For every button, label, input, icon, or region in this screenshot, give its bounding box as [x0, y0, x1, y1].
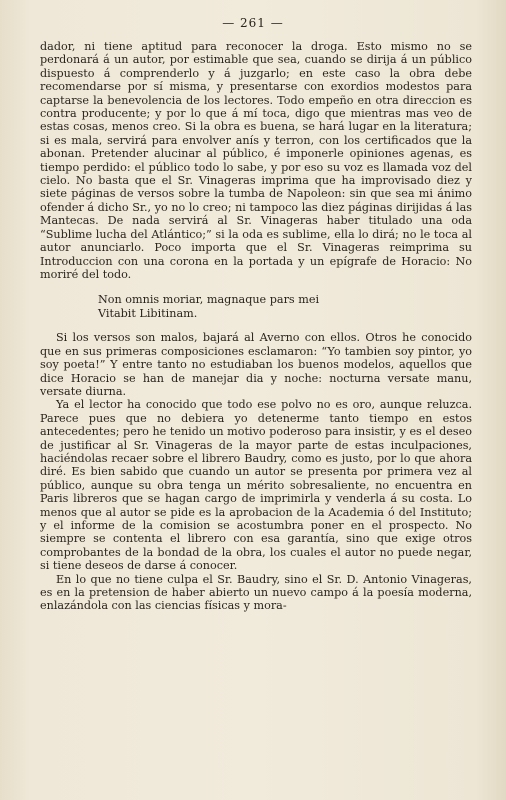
quote-line-2: Vitabit Libitinam. [98, 307, 198, 321]
quote-line-1: Non omnis moriar, magnaque pars mei [98, 293, 320, 307]
latin-quote [98, 293, 472, 321]
paragraph-1: dador, ni tiene aptitud para reconocer la droga. Esto mismo no se perdonará á un autor, por estimable que sea, cuando se dirija á un público dispuesto á comprenderlo y á juzgarlo; en este caso la obra debe recomendarse por sí misma, y presentarse con exordios modestos para captarse la benevolencia de los lectores. Todo empeño en otra direccion es contra producente; y por lo que á mí toca, digo que mientras mas veo de estas cosas, menos creo. Si la obra es buena, se hará lugar en la literatura; si es mala, servirá para envolver anís y terron, con los certificados que la abonan. Pretender alucinar al público, é imponerle opiniones agenas, es tiempo perdido: el público todo lo sabe, y por eso su voz es llamada voz del cielo. No basta que el Sr. Vinageras imprima que ha improvisado diez y siete páginas de versos sobre la tumba de Napoleon: sin que sea mi ánimo ofender á dicho Sr., yo no lo creo; ni tampoco las diez páginas dirijidas á las Mantecas. De nada servirá al Sr. Vinageras haber titulado una oda “Sublime lucha del Atlántico;” si la oda es sublime, ella lo dirá; no le toca al autor anunciarlo. Poco importa que el Sr. Vinageras reimprima su Introduccion con una corona en la portada y un epígrafe de Horacio: No moriré del todo. [40, 40, 472, 281]
paragraph-2: Si los versos son malos, bajará al Averno con ellos. Otros he conocido que en sus primeras composiciones esclamaron: “Yo tambien soy pintor, yo soy poeta!” Y entre tanto no estudiaban los buenos modelos, aquellos que dice Horacio se han de manejar dia y noche: nocturna versate manu, versate diurna. [40, 331, 472, 398]
paragraph-3: Ya el lector ha conocido que todo ese polvo no es oro, aunque reluzca. Parece pues que no debiera yo detenerme tanto tiempo en estos antecedentes; pero he tenido un motivo poderoso para insistir, y es el deseo de justificar al Sr. Vinageras de la mayor parte de estas inculpaciones, haciéndolas recaer sobre el librero Baudry, como es justo, por lo que ahora diré. Es bien sabido que cuando un autor se presenta por primera vez al público, aunque su obra tenga un mérito sobresaliente, no encuentra en Paris libreros que se hagan cargo de imprimirla y venderla á su costa. Lo menos que al autor se pide es la aprobacion de la Academia ó del Instituto; y el informe de la comision se acostumbra poner en el prospecto. No siempre se contenta el librero con esa garantía, sino que exige otros comprobantes de la bondad de la obra, los cuales el autor no puede negar, si tiene deseos de darse á conocer. [40, 398, 472, 573]
body-text [40, 40, 472, 613]
paragraph-4: En lo que no tiene culpa el Sr. Baudry, sino el Sr. D. Antonio Vinageras, es en la pretension de haber abierto un nuevo campo á la poesía moderna, enlazándola con las ciencias físicas y mora- [40, 572, 472, 613]
page-number: — 261 — [222, 16, 284, 30]
